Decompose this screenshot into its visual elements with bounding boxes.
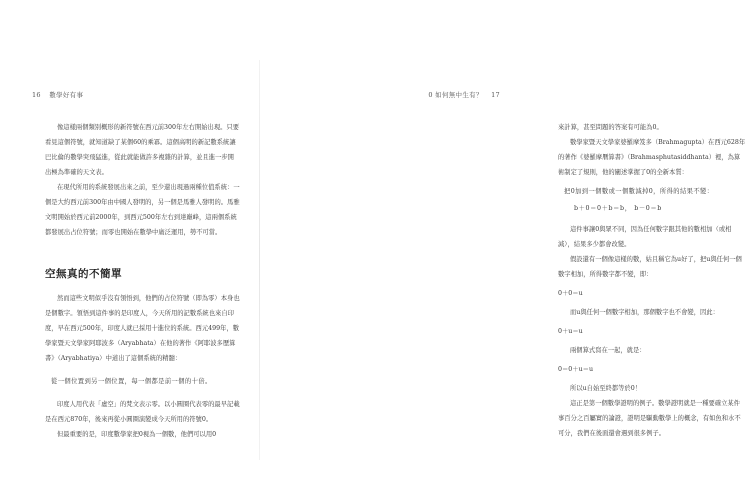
right-page	[260, 0, 746, 500]
chapter-title: 0 如何無中生有？	[428, 91, 483, 99]
right-paragraph-6: 兩個算式寫在一起，就是：	[570, 347, 646, 354]
right-page-number: 17	[491, 91, 500, 99]
right-paragraph-8: 這正是第一個數學證明的例子。數學證明就是一種要確立某件事百分之百屬實的論證，證明是驅動數學上的概念，有如魚和水不可分，我們在後面還會遇到很多例子。	[558, 400, 741, 437]
book-title: 數學好有事	[49, 91, 84, 99]
left-paragraph-5: 但最重要的是，印度數學家把0視為一個數，他們可以用0	[57, 431, 217, 438]
left-page	[0, 0, 260, 500]
left-quote: 從一個位置到另一個位置，每一個都是前一個的十倍。	[51, 378, 212, 385]
right-paragraph-7: 所以u自始至終都等於0！	[570, 385, 642, 392]
right-running-head	[422, 90, 500, 99]
right-body	[558, 120, 746, 441]
right-quote: 把0加到一個數或一個數減掉0，所得的結果不變：	[564, 188, 714, 195]
left-running-head	[32, 90, 89, 99]
right-paragraph-1: 來計算，甚至問題的答案有可能為0。	[558, 124, 663, 131]
equation-4: 0＝0＋u＝u	[558, 366, 594, 373]
left-body-bottom	[45, 291, 240, 442]
right-paragraph-4: 假設還有一個像這樣的數，姑且稱它為u好了，把u與任何一個數字相加，所得數字都不變，即：	[558, 256, 742, 278]
right-paragraph-2: 數學家暨天文學家婆羅摩笈多（Brahmagupta）在西元628年的著作《婆羅摩曆算書》（Brahmasphutasiddhanta）裡，為算術制定了規則，他的闡述掌握了0的全新本質：	[558, 139, 746, 176]
equation-1: b＋0＝0＋b＝b， b－0＝b	[574, 205, 662, 212]
left-body-top	[45, 120, 240, 240]
section-title: 空無真的不簡單	[45, 268, 122, 280]
left-paragraph-4: 印度人用代表「虛空」的梵文表示零。以小圓圈代表零的最早記載是在西元870年，後來再從小圓圈演變成今天所用的符號0。	[45, 401, 240, 423]
equation-2: 0＋0＝u	[558, 290, 583, 297]
left-page-number: 16	[32, 91, 41, 99]
left-paragraph-3: 然而這些文明似乎沒有領悟到，他們的占位符號（即為零）本身也是個數字。領悟到這件事的是印度人，今天所用的記數系統也來自印度，早在西元500年，印度人就已採用十進位的系統。西元499年，數學家暨天文學家阿耶波多（Aryabhata）在他的著作《阿耶波多歷算書》（Aryabhatiya）中道出了這個系統的精髓：	[45, 295, 240, 362]
right-paragraph-5: 而u與任何一個數字相加，那個數字也不會變，因此：	[570, 309, 719, 316]
right-paragraph-3: 這件事讓0與眾不同，因為任何數字跟其他的數相加（或相減），結果多少都會改變。	[558, 226, 732, 248]
equation-3: 0＋u＝u	[558, 328, 583, 335]
left-paragraph-2: 在現代所用的系統發展出來之前，至少還出現過兩種位值系統：一個是大約西元前300年由中國人發明的，另一個是馬雅人發明的。馬雅文明開始於西元前2000年，到西元500年左右到達巔峰，這兩個系統都發展出占位符號；而零也開始在數學中廣泛運用，勢不可當。	[45, 184, 240, 236]
left-paragraph-1: 像這樣兩個類別概形的新符號在西元前300年左右開始出現。只要看見這個符號，就知道缺了某個60的乘冪。這個高明的新記數系統讓巴比倫的數學突飛猛進，從此就能做許多複雜的計算，並且進一步開出極為準確的天文表。	[45, 124, 240, 176]
